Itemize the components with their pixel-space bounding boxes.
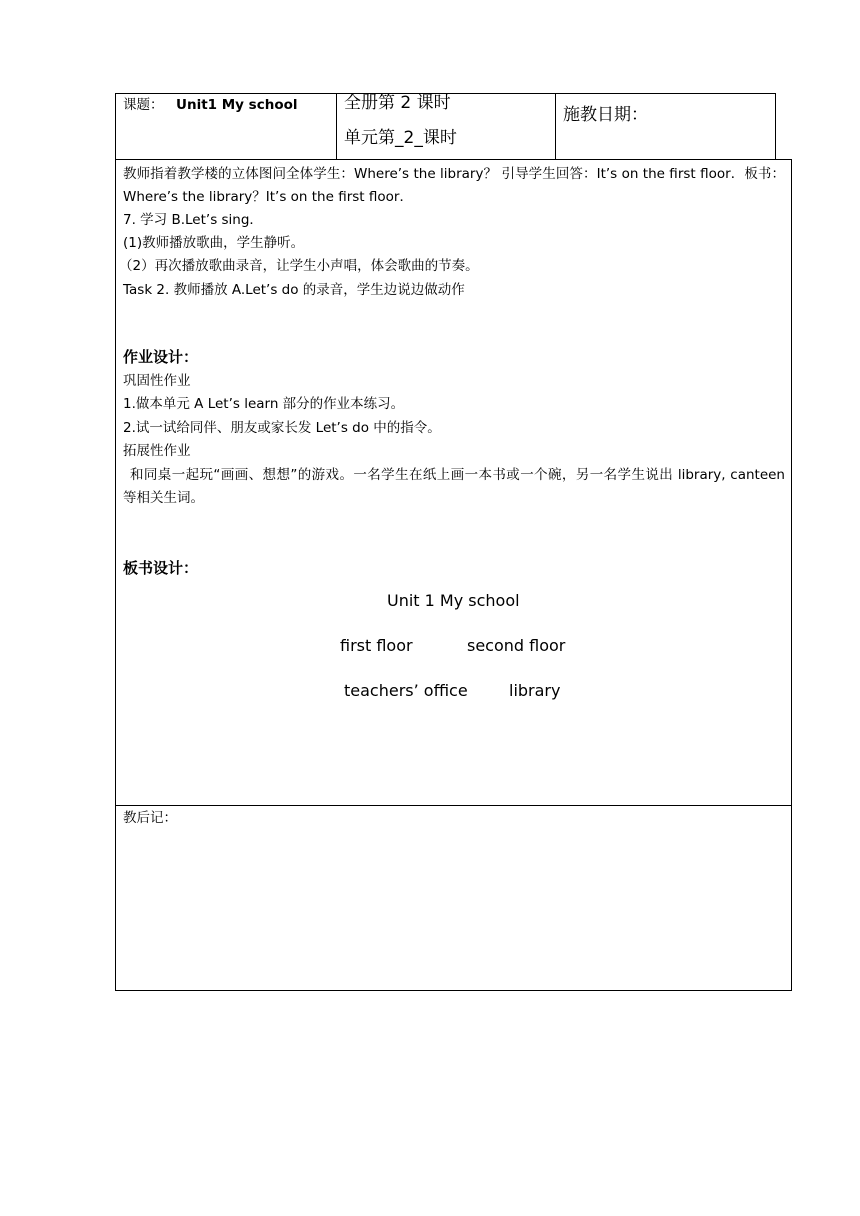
board-word-first-floor: first floor (340, 636, 413, 655)
homework-item-2: 2.试一试给同伴、朋友或家长发 Let’s do 中的指令。 (123, 420, 441, 436)
step-7: 7. 学习 B.Let’s sing． (123, 212, 263, 228)
step-7-2: （2）再次播放歌曲录音，让学生小声唱，体会歌曲的节奏。 (119, 258, 479, 274)
topic-label: 课题： (123, 97, 164, 113)
board-unit-title: Unit 1 My school (387, 591, 520, 610)
board-word-teachers-office: teachers’ office (344, 681, 468, 700)
header-cell-date (555, 93, 776, 160)
homework-basic-label: 巩固性作业 (123, 373, 191, 389)
intro-paragraph: 教师指着教学楼的立体图问全体学生：Where’s the library？ 引导学生回答：It’s on the first floor．板书：Where’s the library？It’s on the first floor． (123, 166, 785, 205)
lesson-count-total: 全册第 2 课时 (344, 93, 451, 113)
homework-title: 作业设计： (123, 348, 199, 366)
reflection-label: 教后记： (123, 810, 177, 826)
board-word-second-floor: second floor (467, 636, 566, 655)
board-word-library: library (509, 681, 561, 700)
board-design-title: 板书设计： (123, 559, 199, 577)
topic-value: Unit1 My school (176, 97, 298, 113)
homework-item-1: 1.做本单元 A Let’s learn 部分的作业本练习。 (123, 396, 405, 412)
homework-ext-text: 和同桌一起玩“画画、想想”的游戏。一名学生在纸上画一本书或一个碗，另一名学生说出 library, canteen 等相关生词。 (123, 467, 785, 506)
reflection-cell (115, 805, 792, 991)
task-2: Task 2. 教师播放 A.Let’s do 的录音，学生边说边做动作 (123, 282, 465, 298)
homework-ext-label: 拓展性作业 (123, 443, 191, 459)
step-7-1: (1)教师播放歌曲，学生静听。 (123, 235, 305, 251)
teaching-date-label: 施教日期： (563, 105, 648, 125)
lesson-count-unit: 单元第_2_课时 (344, 128, 457, 148)
